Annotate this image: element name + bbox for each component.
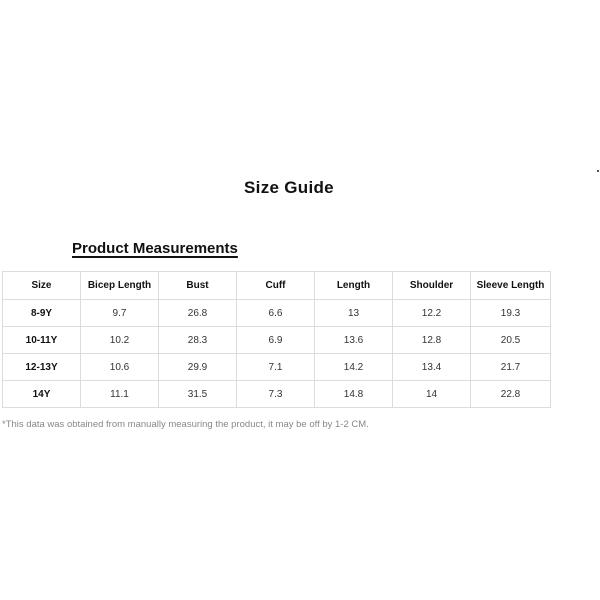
header-size: Size <box>3 272 81 300</box>
bust-cell: 29.9 <box>159 354 237 381</box>
shoulder-cell: 12.8 <box>393 327 471 354</box>
size-cell: 14Y <box>3 381 81 408</box>
sleeve-length-cell: 19.3 <box>471 300 551 327</box>
cuff-cell: 6.6 <box>237 300 315 327</box>
length-cell: 13.6 <box>315 327 393 354</box>
shoulder-cell: 14 <box>393 381 471 408</box>
bicep-length-cell: 11.1 <box>81 381 159 408</box>
length-cell: 14.2 <box>315 354 393 381</box>
table-header-row <box>3 272 551 300</box>
measurement-disclaimer: *This data was obtained from manually measuring the product, it may be off by 1-2 CM. <box>2 419 369 430</box>
table-row <box>3 354 551 381</box>
bust-cell: 26.8 <box>159 300 237 327</box>
length-cell: 13 <box>315 300 393 327</box>
sleeve-length-cell: 22.8 <box>471 381 551 408</box>
sleeve-length-cell: 20.5 <box>471 327 551 354</box>
header-bust: Bust <box>159 272 237 300</box>
header-sleeve-length: Sleeve Length <box>471 272 551 300</box>
cuff-cell: 7.1 <box>237 354 315 381</box>
table-row <box>3 327 551 354</box>
shoulder-cell: 13.4 <box>393 354 471 381</box>
bust-cell: 28.3 <box>159 327 237 354</box>
measurements-table <box>2 271 551 408</box>
size-cell: 10-11Y <box>3 327 81 354</box>
size-cell: 8-9Y <box>3 300 81 327</box>
table-row <box>3 300 551 327</box>
section-title: Product Measurements <box>72 240 238 257</box>
shoulder-cell: 12.2 <box>393 300 471 327</box>
bust-cell: 31.5 <box>159 381 237 408</box>
bicep-length-cell: 10.2 <box>81 327 159 354</box>
bicep-length-cell: 10.6 <box>81 354 159 381</box>
length-cell: 14.8 <box>315 381 393 408</box>
header-length: Length <box>315 272 393 300</box>
cuff-cell: 6.9 <box>237 327 315 354</box>
size-cell: 12-13Y <box>3 354 81 381</box>
header-bicep-length: Bicep Length <box>81 272 159 300</box>
header-cuff: Cuff <box>237 272 315 300</box>
cuff-cell: 7.3 <box>237 381 315 408</box>
header-shoulder: Shoulder <box>393 272 471 300</box>
table-row <box>3 381 551 408</box>
sleeve-length-cell: 21.7 <box>471 354 551 381</box>
stray-dot <box>597 170 599 172</box>
bicep-length-cell: 9.7 <box>81 300 159 327</box>
page-title: Size Guide <box>244 178 334 197</box>
